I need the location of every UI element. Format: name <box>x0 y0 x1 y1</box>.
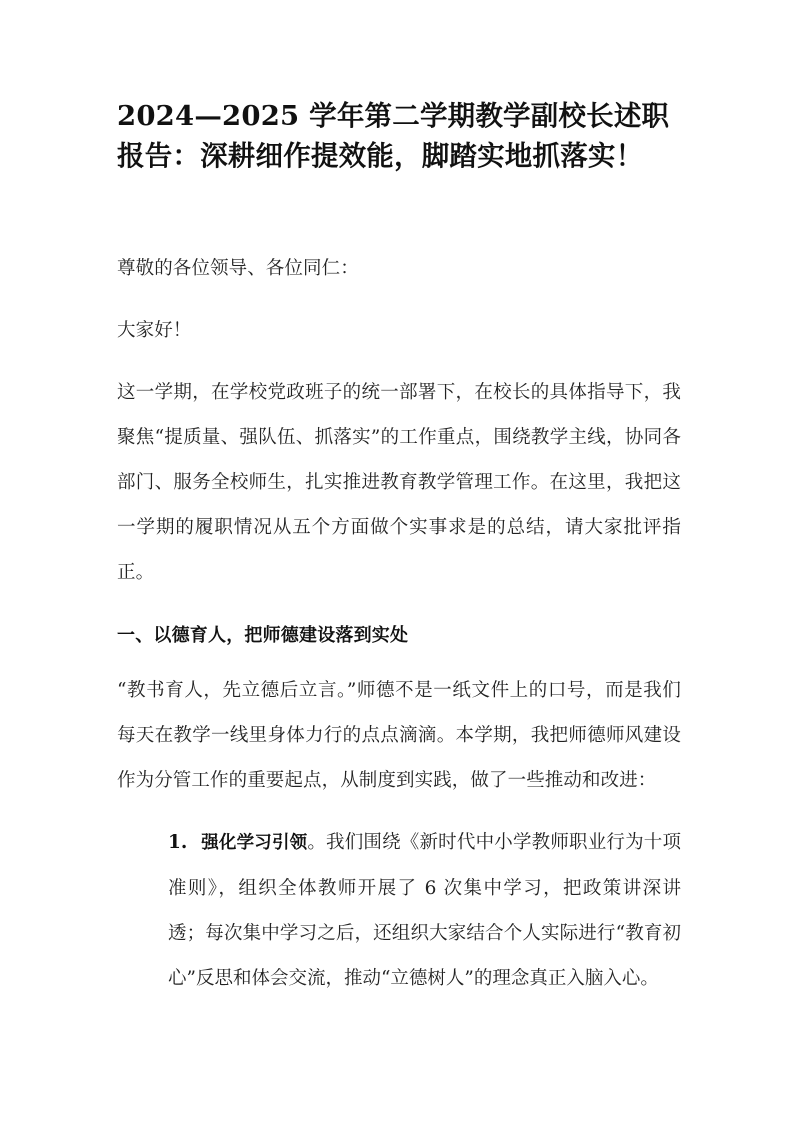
opening-paragraph: 这一学期，在学校党政班子的统一部署下，在校长的具体指导下，我聚焦“提质量、强队伍、抓落实”的工作重点，围绕教学主线，协同各部门、服务全校师生，扎实推进教育教学管理工作。在这里，我把这一学期的履职情况从五个方面做个实事求是的总结，请大家批评指正。 <box>117 382 681 583</box>
title-spacer <box>117 176 681 246</box>
list-item-marker: 1. <box>168 832 188 853</box>
list-item-body-text: 。我们围绕《新时代中小学教师职业行为十项准则》，组织全体教师开展了 6 次集中学习，把政策讲深讲透；每次集中学习之后，还组织大家结合个人实际进行“教育初心”反思和体会交流，推动“立德树人”的理念真正入脑入心。 <box>168 832 681 989</box>
page-title-line-2: 报告：深耕细作提效能，脚踏实地抓落实！ <box>117 140 644 172</box>
section-one-intro-paragraph: “教书育人，先立德后立言。”师德不是一纸文件上的口号，而是我们每天在教学一线里身体力行的点点滴滴。本学期，我把师德师风建设作为分管工作的重要起点，从制度到实践，做了一些推动和改进： <box>117 680 681 791</box>
list-item-text <box>168 820 681 1001</box>
list-item <box>117 820 681 1001</box>
section-one-list <box>117 820 681 1001</box>
greeting-line: 大家好！ <box>117 320 192 341</box>
page-title-line-1: 2024—2025 学年第二学期教学副校长述职 <box>117 100 670 132</box>
page-title <box>117 96 681 176</box>
salutation-line: 尊敬的各位领导、各位同仁： <box>117 258 359 279</box>
document-content <box>117 96 681 1009</box>
list-item-lead-phrase: 强化学习引领 <box>201 833 308 853</box>
section-heading-one: 一、以德育人，把师德建设落到实处 <box>117 625 409 646</box>
